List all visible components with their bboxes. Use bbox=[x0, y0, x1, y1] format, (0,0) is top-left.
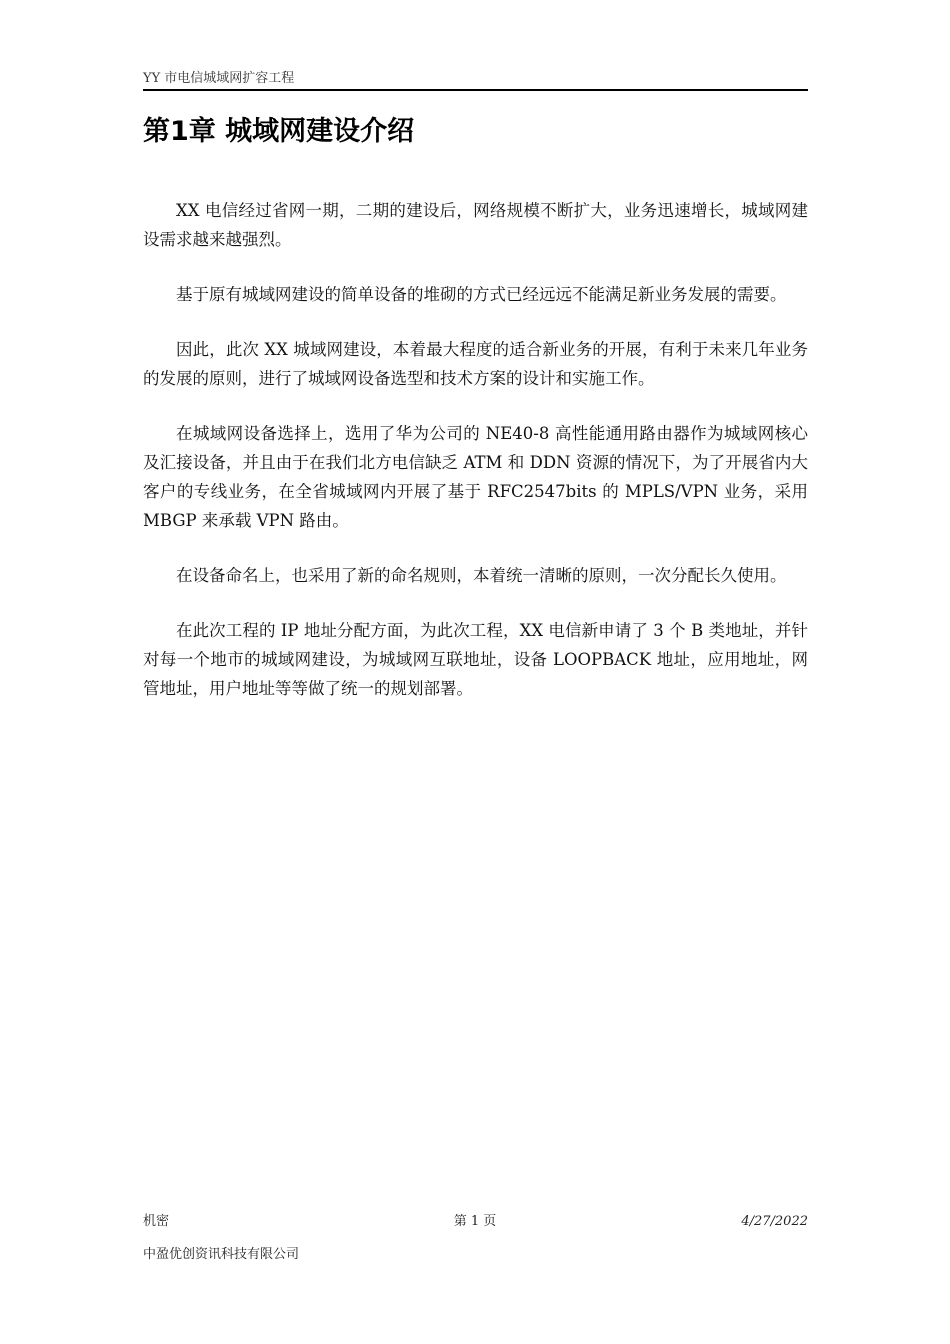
page-header: YY 市电信城域网扩容工程 bbox=[143, 71, 295, 86]
footer-confidential-label: 机密 bbox=[143, 1214, 170, 1229]
footer-company-name: 中盈优创资讯科技有限公司 bbox=[143, 1247, 300, 1262]
header-divider bbox=[143, 89, 808, 91]
paragraph: 基于原有城域网建设的简单设备的堆砌的方式已经远远不能满足新业务发展的需要。 bbox=[176, 285, 787, 304]
chapter-title: 第1章 城域网建设介绍 bbox=[143, 116, 415, 147]
paragraph: 因此，此次 XX 城域网建设，本着最大程度的适合新业务的开展，有利于未来几年业务的发展的原则，进行了城域网设备选型和技术方案的设计和实施工作。 bbox=[143, 340, 808, 388]
document-body bbox=[143, 196, 808, 729]
paragraph: 在此次工程的 IP 地址分配方面，为此次工程，XX 电信新申请了 3 个 B 类地址，并针对每一个地市的城域网建设，为城域网互联地址，设备 LOOPBACK 地址，应用地址，网管地址，用户地址等等做了统一的规划部署。 bbox=[143, 621, 808, 698]
paragraph: 在城域网设备选择上，选用了华为公司的 NE40-8 高性能通用路由器作为城域网核心及汇接设备，并且由于在我们北方电信缺乏 ATM 和 DDN 资源的情况下，为了开展省内大客户的专线业务，在全省城域网内开展了基于 RFC2547bits 的 MPLS/VPN 业务，采用 MBGP 来承载 VPN 路由。 bbox=[143, 424, 808, 530]
paragraph: 在设备命名上，也采用了新的命名规则，本着统一清晰的原则，一次分配长久使用。 bbox=[176, 566, 787, 585]
footer-page-number: 第 1 页 bbox=[453, 1214, 497, 1229]
footer-date: 4/27/2022 bbox=[741, 1214, 808, 1229]
paragraph: XX 电信经过省网一期，二期的建设后，网络规模不断扩大，业务迅速增长，城域网建设需求越来越强烈。 bbox=[143, 201, 808, 249]
